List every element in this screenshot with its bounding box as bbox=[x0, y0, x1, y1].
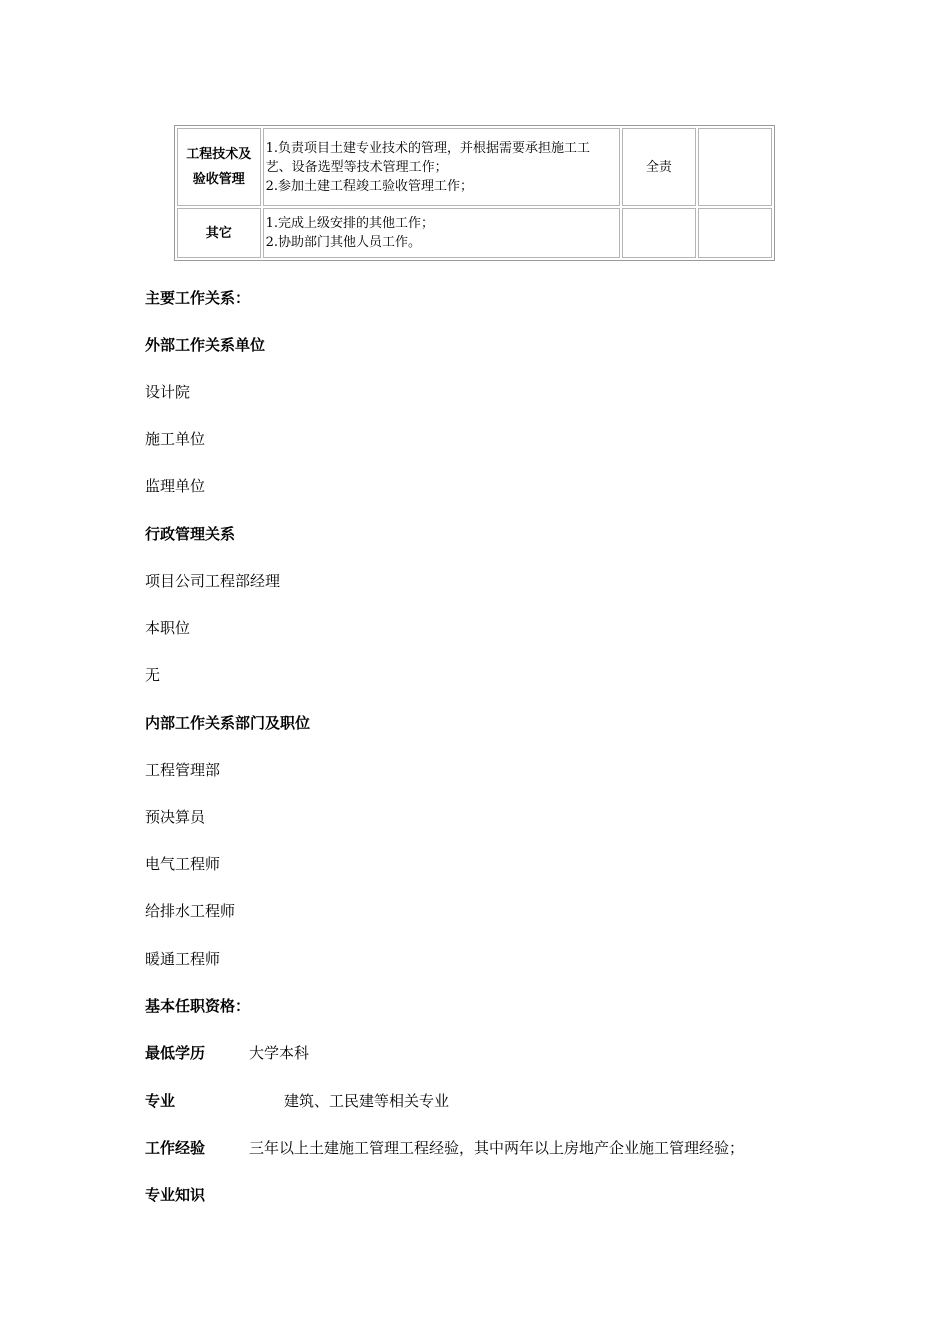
table-row bbox=[177, 128, 772, 206]
experience-label: 工作经验 bbox=[145, 1139, 206, 1157]
duty-responsibility-cell: 全责 bbox=[622, 128, 696, 206]
list-item: 预决算员 bbox=[145, 808, 206, 826]
relations-title: 主要工作关系： bbox=[145, 289, 251, 307]
duty-item: 2.参加土建工程竣工验收管理工作； bbox=[265, 178, 474, 194]
duty-item: 2.协助部门其他人员工作。 bbox=[265, 235, 422, 250]
duty-table bbox=[174, 125, 775, 261]
duty-area-line: 其它 bbox=[205, 225, 232, 241]
duty-description-cell bbox=[263, 128, 620, 206]
duty-item: 1.负责项目土建专业技术的管理，并根据需要承担施工工 bbox=[265, 140, 591, 156]
duty-blank-cell bbox=[698, 208, 772, 258]
experience-value: 三年以上土建施工管理工程经验，其中两年以上房地产企业施工管理经验； bbox=[249, 1139, 745, 1157]
duty-area-cell bbox=[177, 128, 261, 206]
knowledge-label: 专业知识 bbox=[145, 1186, 206, 1204]
duty-description-cell bbox=[263, 208, 620, 258]
duty-area-cell bbox=[177, 208, 261, 258]
education-value: 大学本科 bbox=[249, 1044, 310, 1062]
list-item: 项目公司工程部经理 bbox=[145, 572, 281, 590]
list-item: 监理单位 bbox=[145, 477, 206, 495]
list-item: 施工单位 bbox=[145, 430, 206, 448]
table-row bbox=[177, 208, 772, 258]
list-item: 电气工程师 bbox=[145, 855, 221, 873]
major-value: 建筑、工民建等相关专业 bbox=[284, 1092, 450, 1110]
duty-item: 1.完成上级安排的其他工作； bbox=[265, 216, 435, 231]
duty-item: 艺、设备选型等技术管理工作； bbox=[265, 159, 448, 175]
list-item: 本职位 bbox=[145, 619, 191, 637]
duty-area-line: 验收管理 bbox=[192, 172, 245, 187]
major-label: 专业 bbox=[145, 1092, 176, 1110]
admin-relations-heading: 行政管理关系 bbox=[145, 525, 236, 543]
duty-responsibility-cell bbox=[622, 208, 696, 258]
list-item: 工程管理部 bbox=[145, 761, 221, 779]
external-relations-heading: 外部工作关系单位 bbox=[145, 336, 266, 354]
list-item: 给排水工程师 bbox=[145, 902, 236, 920]
list-item: 暖通工程师 bbox=[145, 950, 221, 968]
list-item: 无 bbox=[145, 666, 161, 684]
duty-blank-cell bbox=[698, 128, 772, 206]
qualifications-title: 基本任职资格： bbox=[145, 997, 251, 1015]
internal-relations-heading: 内部工作关系部门及职位 bbox=[145, 714, 311, 732]
education-label: 最低学历 bbox=[145, 1044, 206, 1062]
list-item: 设计院 bbox=[145, 383, 191, 401]
duty-area-line: 工程技术及 bbox=[186, 147, 252, 162]
